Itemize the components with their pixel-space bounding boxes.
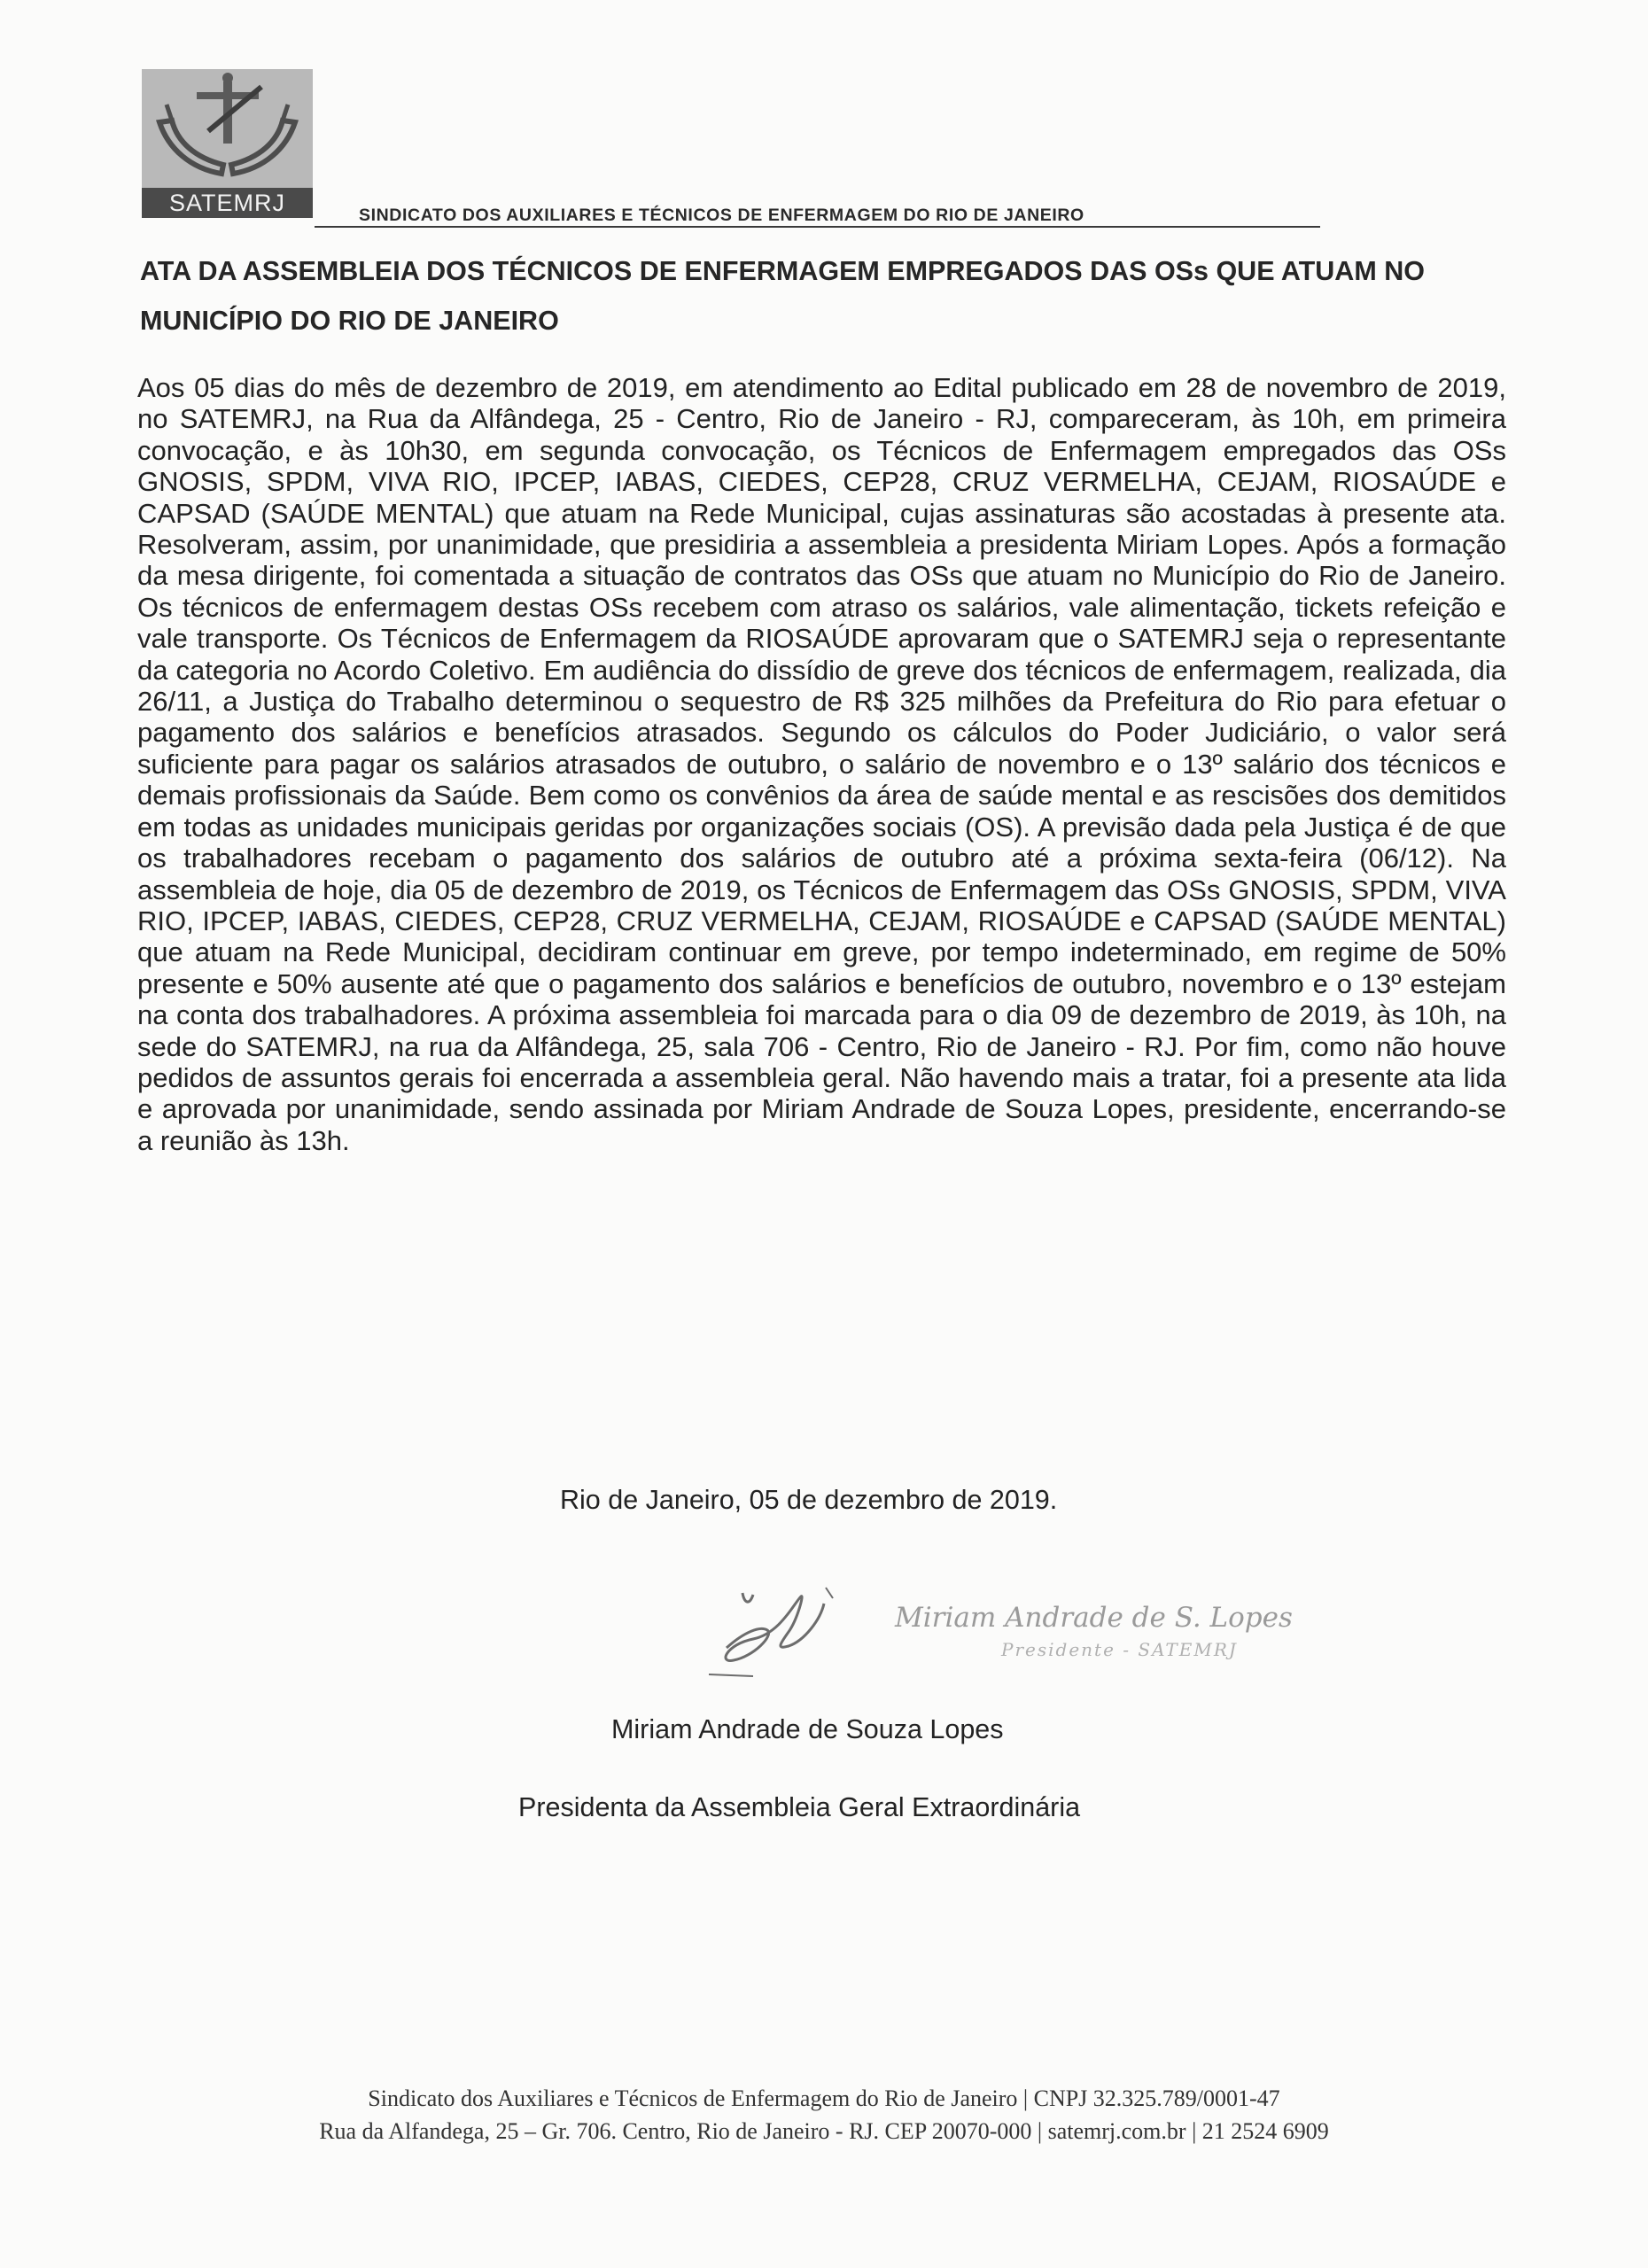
handwritten-signature bbox=[691, 1577, 859, 1692]
stamp-role: Presidente - SATEMRJ bbox=[1001, 1639, 1238, 1660]
union-name: SINDICATO DOS AUXILIARES E TÉCNICOS DE ENFERMAGEM DO RIO DE JANEIRO bbox=[359, 206, 1084, 225]
minutes-body: Aos 05 dias do mês de dezembro de 2019, em atendimento ao Edital publicado em 28 de novembro de 2019, no SATEMRJ, na Rua da Alfândega, 25 - Centro, Rio de Janeiro - RJ, compareceram, às 10h, em primeira convocação, e às 10h30, em segunda convocação, os Técnicos de Enfermagem empregados das OSs GNOSIS, SPDM, VIVA RIO, IPCEP, IABAS, CIEDES, CEP28, CRUZ VERMELHA, CEJAM, RIOSAÚDE e CAPSAD (SAÚDE MENTAL) que atuam na Rede Municipal, cujas assinaturas são acostadas à presente ata. Resolveram, assim, por unanimidade, que presidiria a assembleia a presidenta Miriam Lopes. Após a formação da mesa dirigente, foi comentada a situação de contratos das OSs que atuam no Município do Rio de Janeiro. Os técnicos de enfermagem destas OSs recebem com atraso os salários, vale alimentação, tickets refeição e vale transporte. Os Técnicos de Enfermagem da RIOSAÚDE aprovaram que o SATEMRJ seja o representante da categoria no Acordo Coletivo. Em audiência do dissídio de greve dos técnicos de enfermagem, realizada, dia 26/11, a Justiça do Trabalho determinou o sequestro de R$ 325 milhões da Prefeitura do Rio para efetuar o pagamento dos salários e benefícios atrasados. Segundo os cálculos do Poder Judiciário, o valor será suficiente para pagar os salários atrasados de outubro, o salário de novembro e o 13º salário dos técnicos e demais profissionais da Saúde. Bem como os convênios da área de saúde mental e as rescisões dos demitidos em todas as unidades municipais geridas por organizações sociais (OS). A previsão dada pela Justiça é de que os trabalhadores recebam o pagamento dos salários de outubro até a próxima sexta-feira (06/12). Na assembleia de hoje, dia 05 de dezembro de 2019, os Técnicos de Enfermagem das OSs GNOSIS, SPDM, VIVA RIO, IPCEP, IABAS, CIEDES, CEP28, CRUZ VERMELHA, CEJAM, RIOSAÚDE e CAPSAD (SAÚDE MENTAL) que atuam na Rede Municipal, decidiram continuar em greve, por tempo indeterminado, em regime de 50% presente e 50% ausente até que o pagamento dos salários e benefícios de outubro, novembro e o 13º estejam na conta dos trabalhadores. A próxima assembleia foi marcada para o dia 09 de dezembro de 2019, às 10h, na sede do SATEMRJ, na rua da Alfândega, 25, sala 706 - Centro, Rio de Janeiro - RJ. Por fim, como não houve pedidos de assuntos gerais foi encerrada a assembleia geral. Não havendo mais a tratar, foi a presente ata lida e aprovada por unanimidade, sendo assinada por Miriam Andrade de Souza Lopes, presidente, encerrando-se a reunião às 13h. bbox=[137, 372, 1506, 1156]
footer-line-2: Rua da Alfandega, 25 – Gr. 706. Centro, Rio de Janeiro - RJ. CEP 20070-000 | satemrj.com.br | 21 2524 6909 bbox=[319, 2118, 1329, 2144]
stamp-name: Miriam Andrade de S. Lopes bbox=[895, 1602, 1293, 1634]
signer-role: Presidenta da Assembleia Geral Extraordinária bbox=[518, 1792, 1081, 1822]
footer bbox=[0, 2082, 1648, 2148]
signer-name: Miriam Andrade de Souza Lopes bbox=[611, 1714, 1004, 1744]
satemrj-logo bbox=[142, 69, 313, 218]
footer-line-1: Sindicato dos Auxiliares e Técnicos de Enfermagem do Rio de Janeiro | CNPJ 32.325.789/0001-47 bbox=[368, 2085, 1280, 2111]
hands-emblem-icon bbox=[142, 69, 313, 188]
place-date: Rio de Janeiro, 05 de dezembro de 2019. bbox=[560, 1485, 1058, 1515]
document-title: ATA DA ASSEMBLEIA DOS TÉCNICOS DE ENFERMAGEM EMPREGADOS DAS OSs QUE ATUAM NO MUNICÍPIO DO RIO DE JANEIRO bbox=[140, 256, 1425, 336]
logo-text: SATEMRJ bbox=[142, 188, 313, 218]
header-divider bbox=[315, 226, 1320, 228]
signature-stamp bbox=[895, 1602, 1293, 1660]
